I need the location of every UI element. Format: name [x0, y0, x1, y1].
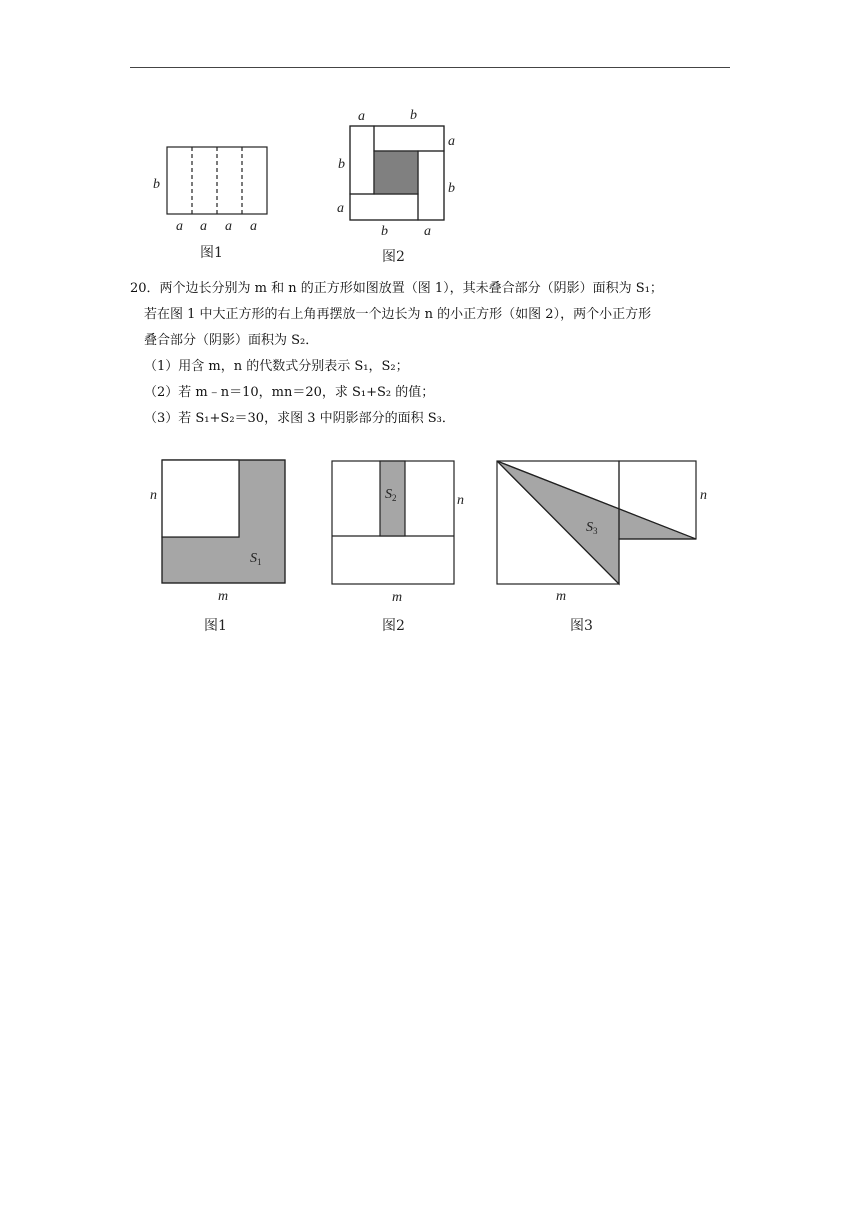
fig1-bottom-label: a [176, 219, 183, 234]
fig2-left-label: a [337, 201, 344, 216]
header-rule [130, 67, 730, 68]
fig1-bottom-label: a [250, 219, 257, 234]
fig2-top-label: b [410, 108, 417, 123]
problem-intro-text: 两个边长分别为 m 和 n 的正方形如图放置（图 1），其未叠合部分（阴影）面积为 S₁； [159, 281, 663, 296]
fig2-bottom-label: b [381, 224, 388, 239]
fig2-right-rect [418, 151, 444, 220]
fig2-bottom-rect [350, 194, 418, 220]
fig1-s-label: $S_1$ [250, 551, 262, 567]
bottom-figure-1 [140, 450, 300, 640]
fig2-bottom-label: a [424, 224, 431, 239]
fig2-s-label: $S_2$ [385, 487, 397, 503]
fig3-shaded-triangle [497, 461, 696, 584]
top-figure-1 [140, 140, 290, 265]
fig2-right-label: b [448, 181, 455, 196]
fig1-side-label: b [153, 177, 160, 192]
fig1-bottom-label: a [200, 219, 207, 234]
fig2-center-square [374, 151, 418, 194]
fig2-caption: 图2 [382, 249, 405, 265]
problem-number: 20． [130, 281, 160, 296]
fig1-caption: 图1 [204, 618, 227, 634]
fig1-small-square [162, 460, 239, 537]
problem-20 [130, 276, 750, 432]
fig2-top-rect [374, 126, 444, 151]
top-figure-2 [330, 100, 470, 270]
fig2-left-rect [350, 126, 374, 194]
bottom-figure-3 [480, 450, 720, 640]
fig2-caption: 图2 [382, 618, 405, 634]
problem-intro-line: 叠合部分（阴影）面积为 S₂． [144, 333, 319, 348]
fig3-s-label: $S_3$ [586, 520, 598, 536]
fig3-m-label: m [556, 589, 567, 604]
problem-intro-line [130, 276, 750, 302]
fig3-caption: 图3 [570, 618, 593, 634]
question-1: （1）用含 m，n 的代数式分别表示 S₁，S₂； [144, 359, 409, 374]
fig2-m-label: m [392, 590, 403, 605]
fig2-left-label: b [338, 157, 345, 172]
fig1-m-label: m [218, 589, 229, 604]
fig1-bottom-label: a [225, 219, 232, 234]
fig2-right-label: a [448, 134, 455, 149]
question-2: （2）若 m﹣n＝10，mn＝20，求 S₁+S₂ 的值； [144, 385, 435, 400]
question-3: （3）若 S₁+S₂＝30，求图 3 中阴影部分的面积 S₃． [144, 411, 455, 426]
bottom-figure-2 [320, 450, 480, 640]
fig1-n-label: n [150, 488, 157, 503]
problem-intro-line: 若在图 1 中大正方形的右上角再摆放一个边长为 n 的小正方形（如图 2），两个小正方形 [144, 307, 652, 322]
fig2-n-label: n [457, 493, 464, 508]
fig3-n-label: n [700, 488, 707, 503]
fig1-caption: 图1 [200, 245, 223, 261]
fig2-top-label: a [358, 109, 365, 124]
